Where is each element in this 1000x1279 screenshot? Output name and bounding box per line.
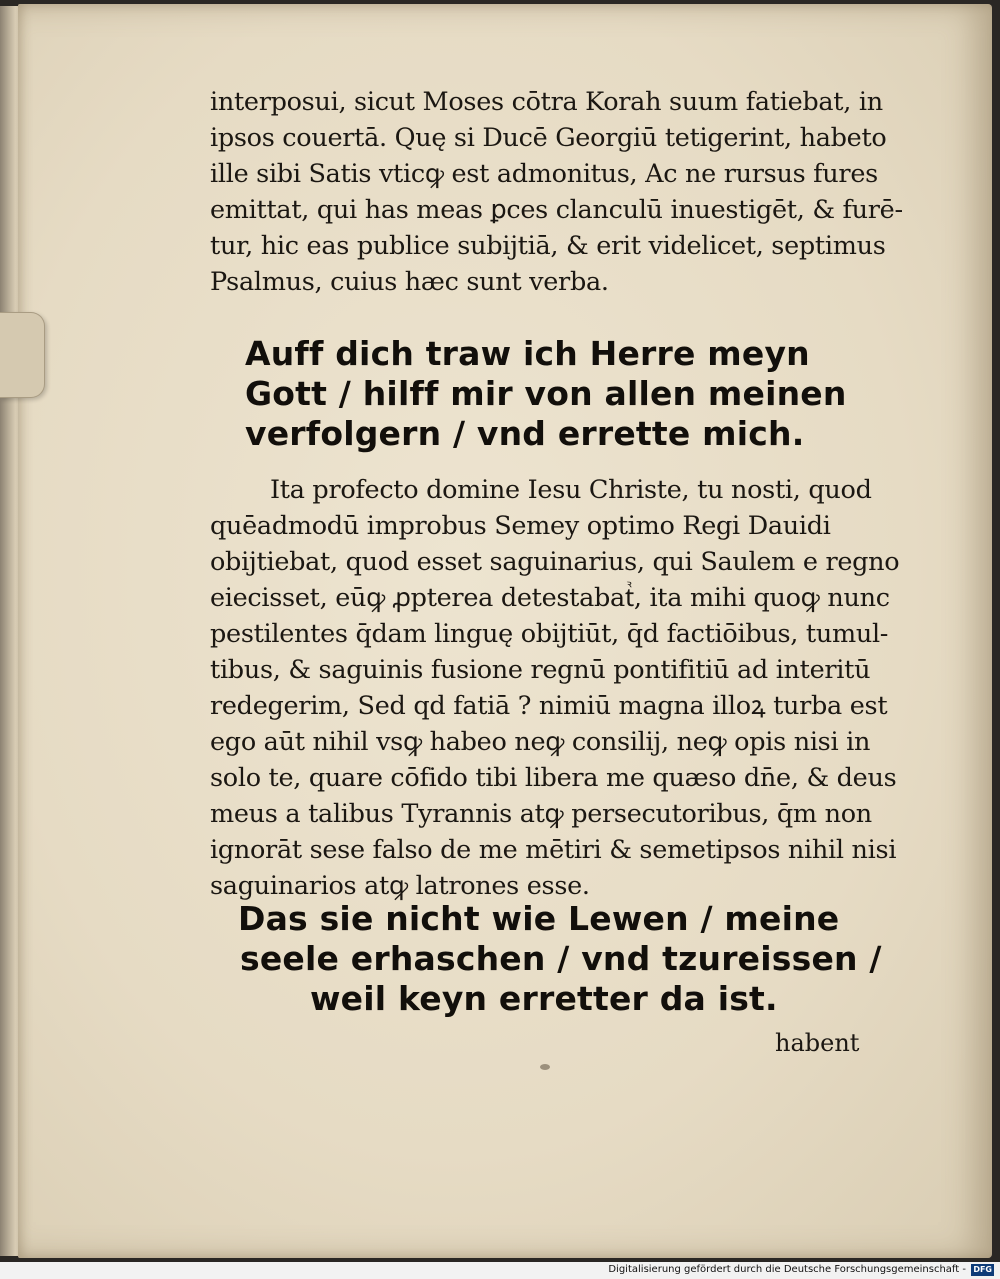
text-line: solo te, quare cōfido tibi libera me quæso dn̄e, & deus	[210, 763, 897, 793]
text-line: eiecisset, eūꝙ ꝓpterea detestabatᷣ, ita mihi quoꝙ nunc	[210, 583, 890, 613]
verse-line: verfolgern / vnd errette mich.	[245, 414, 805, 453]
text-line: tur, hic eas publice subijtiā, & erit videlicet, septimus	[210, 231, 886, 261]
text-line: ille sibi Satis vticꝙ est admonitus, Ac ne rursus fures	[210, 159, 878, 189]
verse-line: weil keyn erretter da ist.	[310, 979, 778, 1018]
verse-line: Das sie nicht wie Lewen / meine	[238, 899, 840, 938]
text-line: Ita profecto domine Iesu Christe, tu nosti, quod	[270, 475, 872, 505]
german-verse-1	[245, 334, 847, 454]
latin-paragraph-1	[210, 84, 903, 300]
text-line: quēadmodū improbus Semey optimo Regi Dauidi	[210, 511, 831, 541]
latin-paragraph-2	[210, 472, 899, 904]
text-block	[210, 84, 903, 1057]
text-line: saguinarios atꝙ latrones esse.	[210, 871, 590, 901]
text-line: meus a talibus Tyrannis atꝙ persecutoribus, q̄m non	[210, 799, 872, 829]
text-line: tibus, & saguinis fusione regnū pontifitiū ad interitū	[210, 655, 871, 685]
text-line: redegerim, Sed qd fatiā ? nimiū magna illoꝝ turba est	[210, 691, 888, 721]
german-verse-2	[238, 899, 882, 1019]
funding-credit: Digitalisierung gefördert durch die Deutsche Forschungsgemeinschaft -	[608, 1264, 966, 1275]
text-line: ignorāt sese falso de me mētiri & semetipsos nihil nisi	[210, 835, 897, 865]
text-line: pestilentes q̄dam linguę obijtiūt, q̄d factiōibus, tumul-	[210, 619, 889, 649]
text-line: ego aūt nihil vsꝙ habeo neꝙ consilij, neꝙ opis nisi in	[210, 727, 871, 757]
text-line: obijtiebat, quod esset saguinarius, qui Saulem e regno	[210, 547, 900, 577]
catchword: habent	[775, 1029, 860, 1057]
text-line: Psalmus, cuius hæc sunt verba.	[210, 267, 609, 297]
verse-line: seele erhaschen / vnd tzureissen /	[240, 939, 882, 978]
verse-line: Gott / hilff mir von allen meinen	[245, 374, 847, 413]
dfg-logo-icon: DFG	[973, 1265, 992, 1274]
text-line: ipsos couertā. Quę si Ducē Georgiū tetigerint, habeto	[210, 123, 887, 153]
text-line: interposui, sicut Moses cōtra Korah suum fatiebat, in	[210, 87, 883, 117]
text-line: emittat, qui has meas ꝑces clanculū inuestigēt, & furē-	[210, 195, 903, 225]
page-tab-marker	[0, 312, 45, 398]
verse-line: Auff dich traw ich Herre meyn	[245, 334, 810, 373]
ink-blemish	[540, 1064, 550, 1070]
